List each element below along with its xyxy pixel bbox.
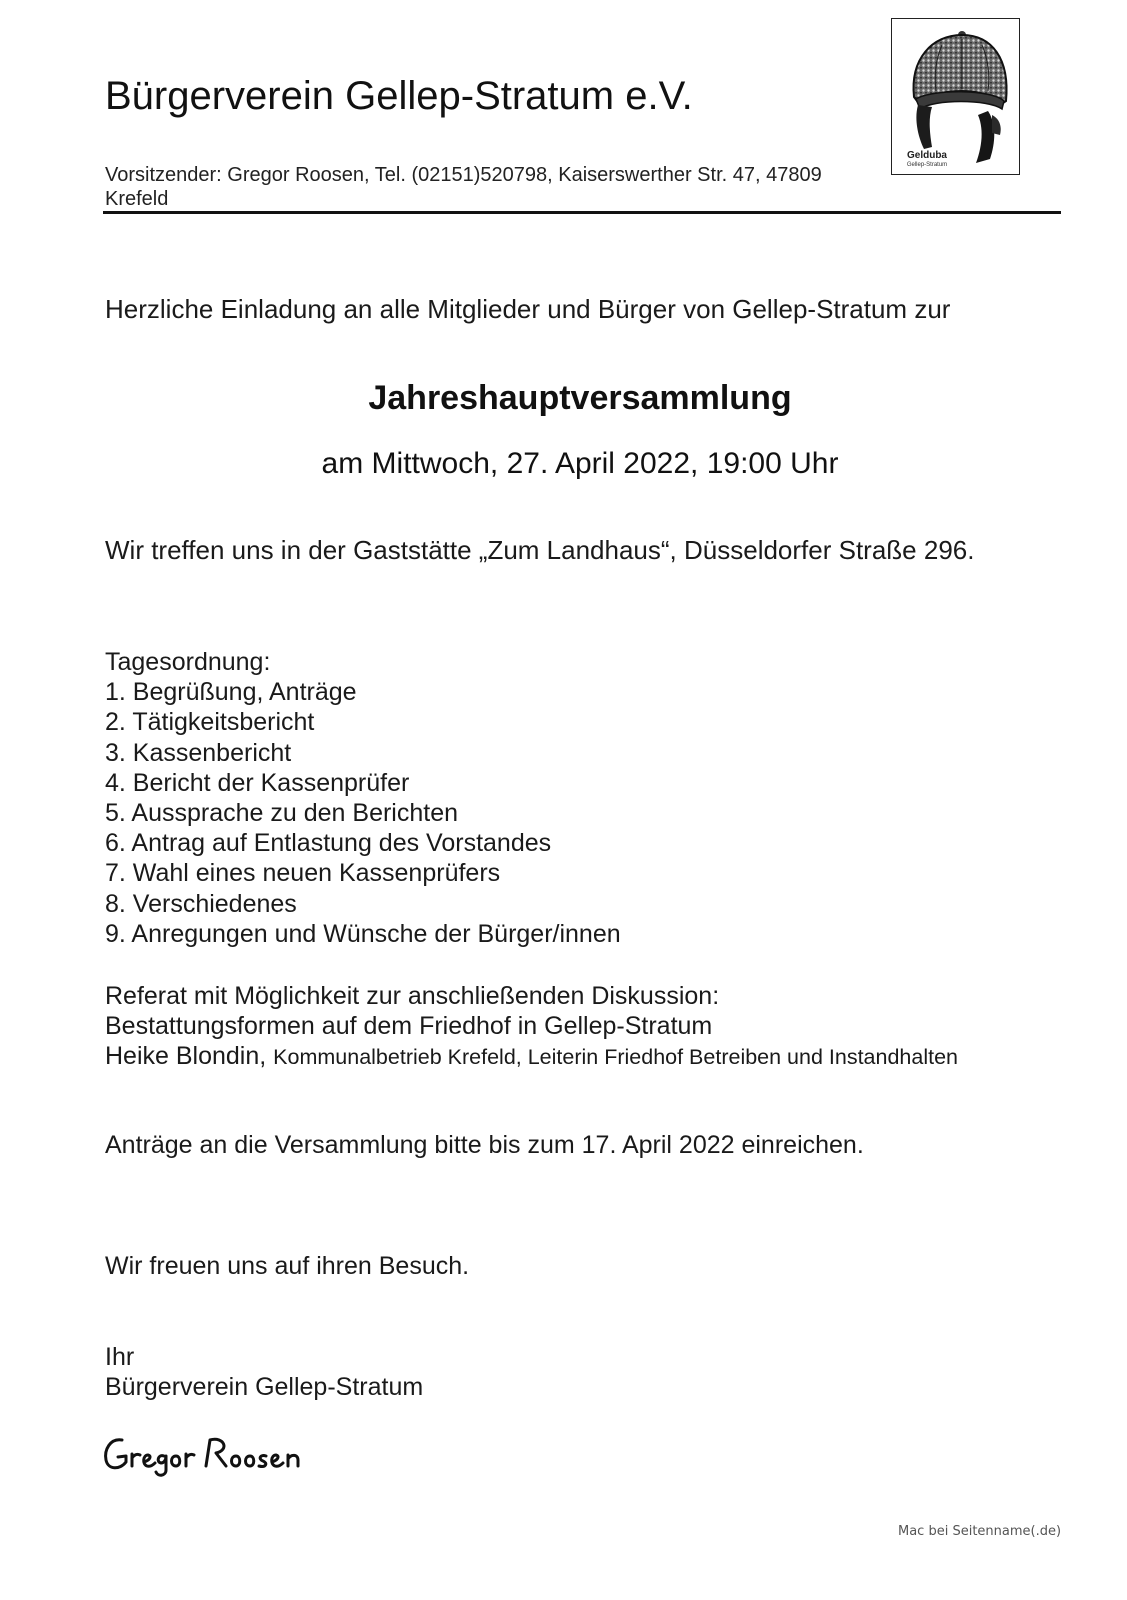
venue-line: Wir treffen uns in der Gaststätte „Zum Landhaus“, Düsseldorfer Straße 296.: [105, 535, 975, 565]
event-date: am Mittwoch, 27. April 2022, 19:00 Uhr: [321, 447, 839, 480]
agenda-item: 1. Begrüßung, Anträge: [105, 678, 357, 707]
speaker-role: Kommunalbetrieb Krefeld, Leiterin Friedhof Betreiben und Instandhalten: [273, 1045, 959, 1070]
talk-section: [105, 981, 958, 1073]
sign-off: [105, 1342, 423, 1402]
talk-speaker: [105, 1041, 958, 1072]
org-title: Bürgerverein Gellep-Stratum e.V.: [105, 74, 693, 118]
agenda-item: 8. Verschiedenes: [105, 889, 297, 918]
agenda-item: 5. Aussprache zu den Berichten: [105, 799, 459, 828]
agenda-item: 7. Wahl eines neuen Kassenprüfers: [105, 859, 501, 888]
talk-topic: Bestattungsformen auf dem Friedhof in Gellep-Stratum: [105, 1012, 713, 1041]
watermark: Mac bei Seitenname(.de): [898, 1524, 1062, 1539]
agenda-item: 9. Anregungen und Wünsche der Bürger/innen: [105, 919, 621, 948]
agenda-item: 4. Bericht der Kassenprüfer: [105, 768, 410, 797]
sign-off-line: Ihr: [105, 1343, 135, 1371]
agenda-item: 2. Tätigkeitsbericht: [105, 708, 315, 737]
deadline-note: Anträge an die Versammlung bitte bis zum 17. April 2022 einreichen.: [105, 1131, 864, 1159]
contact-line: Vorsitzender: Gregor Roosen, Tel. (02151)520798, Kaiserswerther Str. 47, 47809 Krefeld: [105, 164, 822, 210]
agenda-item: 6. Antrag auf Entlastung des Vorstandes: [105, 829, 552, 858]
sign-off-org: Bürgerverein Gellep-Stratum: [105, 1373, 424, 1402]
talk-intro: Referat mit Möglichkeit zur anschließenden Diskussion:: [105, 982, 720, 1010]
agenda-item: 3. Kassenbericht: [105, 738, 292, 767]
header-divider: [103, 211, 1061, 214]
speaker-name: Heike Blondin,: [105, 1042, 267, 1071]
signature-icon: [100, 1430, 310, 1482]
handwritten-signature: [100, 1430, 310, 1487]
logo-subtitle: Gellep-Stratum: [906, 162, 948, 168]
logo: [891, 18, 1020, 175]
agenda-heading: Tagesordnung:: [105, 648, 271, 676]
logo-name: Gelduba: [906, 150, 947, 161]
closing-line: Wir freuen uns auf ihren Besuch.: [105, 1252, 470, 1280]
agenda: [105, 647, 621, 949]
event-title: Jahreshauptversammlung: [368, 379, 792, 417]
invitation-intro: Herzliche Einladung an alle Mitglieder und Bürger von Gellep-Stratum zur: [105, 294, 951, 324]
